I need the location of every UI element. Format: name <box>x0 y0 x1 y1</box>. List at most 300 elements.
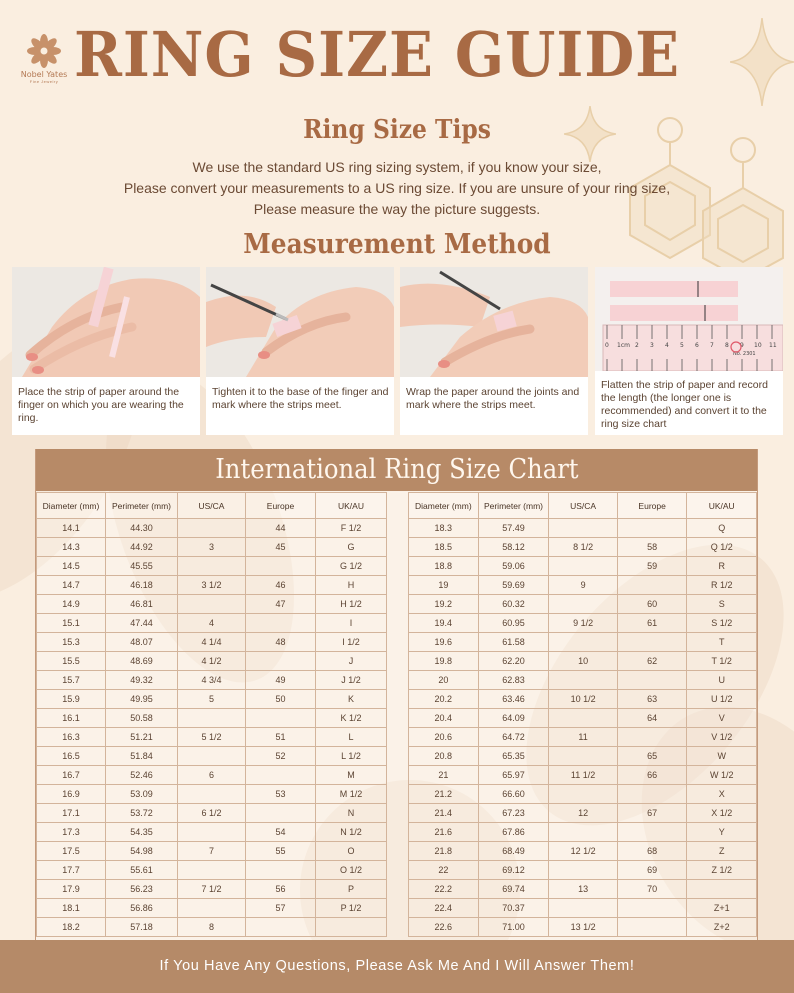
table-row <box>37 728 387 747</box>
table-cell: W 1/2 <box>687 766 757 785</box>
table-row <box>37 690 387 709</box>
step-photo-2 <box>206 267 394 377</box>
table-cell <box>246 557 316 576</box>
table-cell: 62.83 <box>478 671 549 690</box>
table-cell: 59.69 <box>478 576 549 595</box>
table-row <box>409 557 757 576</box>
table-cell: 67.86 <box>478 823 549 842</box>
table-cell: W <box>687 747 757 766</box>
table-cell: 64.09 <box>478 709 549 728</box>
table-cell: 16.1 <box>37 709 106 728</box>
table-cell: 7 <box>178 842 246 861</box>
method-title: Measurement Method <box>243 229 551 260</box>
table-cell: 19 <box>409 576 479 595</box>
table-cell: 67.23 <box>478 804 549 823</box>
table-cell: N 1/2 <box>316 823 387 842</box>
footer-text: If You Have Any Questions, Please Ask Me And I Will Answer Them! <box>159 958 635 974</box>
table-cell: 56.86 <box>106 899 178 918</box>
table-cell: 54.98 <box>106 842 178 861</box>
table-cell <box>549 823 618 842</box>
table-cell <box>246 766 316 785</box>
table-cell: 68 <box>617 842 687 861</box>
table-cell: 56 <box>246 880 316 899</box>
table-cell <box>178 519 246 538</box>
column-header: Diameter (mm) <box>37 493 106 519</box>
ruler-label: 11 <box>769 342 777 349</box>
table-row <box>409 785 757 804</box>
table-cell: 58.12 <box>478 538 549 557</box>
table-cell: X <box>687 785 757 804</box>
table-row <box>409 861 757 880</box>
hand-paper-strip-image <box>12 267 200 377</box>
table-cell: 46 <box>246 576 316 595</box>
table-cell: J 1/2 <box>316 671 387 690</box>
table-cell: 19.8 <box>409 652 479 671</box>
table-row <box>37 538 387 557</box>
tips-line: Please measure the way the picture suggests. <box>253 201 541 217</box>
table-cell: J <box>316 652 387 671</box>
table-cell: 17.9 <box>37 880 106 899</box>
table-cell: 58 <box>617 538 687 557</box>
table-cell: 48.69 <box>106 652 178 671</box>
table-cell: 19.2 <box>409 595 479 614</box>
table-cell <box>617 519 687 538</box>
step-card-1 <box>12 267 200 435</box>
column-header: Europe <box>617 493 687 519</box>
table-cell: Y <box>687 823 757 842</box>
table-cell: 18.2 <box>37 918 106 937</box>
step-photo-3 <box>400 267 588 377</box>
table-row <box>37 842 387 861</box>
table-cell: 10 1/2 <box>549 690 618 709</box>
table-cell: Z 1/2 <box>687 861 757 880</box>
table-cell <box>617 576 687 595</box>
table-row <box>409 595 757 614</box>
table-cell: 4 3/4 <box>178 671 246 690</box>
table-cell <box>549 557 618 576</box>
step-photo-4 <box>595 267 783 371</box>
table-cell: 63.46 <box>478 690 549 709</box>
column-header: US/CA <box>178 493 246 519</box>
table-cell: 21.6 <box>409 823 479 842</box>
table-cell: 15.5 <box>37 652 106 671</box>
table-cell: 53 <box>246 785 316 804</box>
table-cell: 18.3 <box>409 519 479 538</box>
table-cell: 5 1/2 <box>178 728 246 747</box>
ruler-label: 2 <box>635 342 639 349</box>
column-header: UK/AU <box>687 493 757 519</box>
footer-banner <box>0 940 794 993</box>
ruler-label: 3 <box>650 342 654 349</box>
table-cell: 49.95 <box>106 690 178 709</box>
table-cell: 14.3 <box>37 538 106 557</box>
table-cell: 20.4 <box>409 709 479 728</box>
table-cell: 54 <box>246 823 316 842</box>
table-row <box>37 747 387 766</box>
size-table-right <box>408 492 757 937</box>
table-cell: N <box>316 804 387 823</box>
table-row <box>409 899 757 918</box>
table-row <box>37 861 387 880</box>
step-caption-3: Wrap the paper around the joints and mark where the strips meet. <box>406 386 580 411</box>
table-cell <box>246 804 316 823</box>
table-cell <box>246 918 316 937</box>
table-cell: 54.35 <box>106 823 178 842</box>
step-caption-1: Place the strip of paper around the finger on which you are wearing the ring. <box>18 386 184 424</box>
table-cell: 59.06 <box>478 557 549 576</box>
table-cell <box>617 728 687 747</box>
table-row <box>409 690 757 709</box>
table-cell: G <box>316 538 387 557</box>
table-cell: 14.5 <box>37 557 106 576</box>
ruler-code: No. 2301 <box>733 351 756 357</box>
table-cell: 44.92 <box>106 538 178 557</box>
table-cell: 60.32 <box>478 595 549 614</box>
table-row <box>37 823 387 842</box>
table-cell: 4 1/2 <box>178 652 246 671</box>
table-cell: 61 <box>617 614 687 633</box>
table-cell: 55 <box>246 842 316 861</box>
table-cell <box>549 785 618 804</box>
table-cell <box>617 785 687 804</box>
table-cell: 22.4 <box>409 899 479 918</box>
table-cell: 46.18 <box>106 576 178 595</box>
table-cell: U 1/2 <box>687 690 757 709</box>
table-cell: R 1/2 <box>687 576 757 595</box>
table-cell: 46.81 <box>106 595 178 614</box>
table-cell: T 1/2 <box>687 652 757 671</box>
table-cell: 48 <box>246 633 316 652</box>
table-row <box>409 728 757 747</box>
table-cell <box>178 747 246 766</box>
table-cell: 57.18 <box>106 918 178 937</box>
table-cell: 57.49 <box>478 519 549 538</box>
table-cell: 16.5 <box>37 747 106 766</box>
step-card-4 <box>595 267 783 435</box>
table-cell: 17.1 <box>37 804 106 823</box>
table-cell <box>549 709 618 728</box>
table-cell: 50 <box>246 690 316 709</box>
table-cell: 66.60 <box>478 785 549 804</box>
table-cell <box>178 709 246 728</box>
table-row <box>409 614 757 633</box>
table-cell: 7 1/2 <box>178 880 246 899</box>
chart-title-bar <box>36 449 757 491</box>
table-cell: P 1/2 <box>316 899 387 918</box>
ruler-label: 4 <box>665 342 669 349</box>
table-cell: 21.2 <box>409 785 479 804</box>
table-row <box>409 709 757 728</box>
table-cell: Z <box>687 842 757 861</box>
table-row <box>37 899 387 918</box>
table-cell <box>246 861 316 880</box>
table-cell: 17.3 <box>37 823 106 842</box>
column-header: Diameter (mm) <box>409 493 479 519</box>
table-cell: 20.8 <box>409 747 479 766</box>
table-cell: O 1/2 <box>316 861 387 880</box>
table-cell: Z+2 <box>687 918 757 937</box>
table-cell: I 1/2 <box>316 633 387 652</box>
table-cell <box>246 652 316 671</box>
table-cell <box>617 899 687 918</box>
table-cell: 18.5 <box>409 538 479 557</box>
table-cell: 11 1/2 <box>549 766 618 785</box>
table-cell: 60 <box>617 595 687 614</box>
ruler-label: 0 <box>605 342 609 349</box>
table-cell: 9 <box>549 576 618 595</box>
table-cell: 69.74 <box>478 880 549 899</box>
table-cell: 51.21 <box>106 728 178 747</box>
table-cell: 50.58 <box>106 709 178 728</box>
table-cell <box>617 671 687 690</box>
table-cell: 47 <box>246 595 316 614</box>
table-cell: 3 1/2 <box>178 576 246 595</box>
table-cell: 64 <box>617 709 687 728</box>
table-cell: 69.12 <box>478 861 549 880</box>
ruler-label: 9 <box>740 342 744 349</box>
table-cell: H <box>316 576 387 595</box>
step-card-2 <box>206 267 394 435</box>
column-header: Perimeter (mm) <box>106 493 178 519</box>
table-cell: 66 <box>617 766 687 785</box>
table-cell: 4 <box>178 614 246 633</box>
table-cell: 5 <box>178 690 246 709</box>
table-cell: 18.1 <box>37 899 106 918</box>
table-cell: 19.6 <box>409 633 479 652</box>
ruler-label: 7 <box>710 342 714 349</box>
table-cell: I <box>316 614 387 633</box>
table-cell: 62 <box>617 652 687 671</box>
page-title: RING SIZE GUIDE <box>74 18 681 91</box>
table-cell <box>178 595 246 614</box>
table-cell: 56.23 <box>106 880 178 899</box>
table-cell: 53.72 <box>106 804 178 823</box>
table-cell: 17.5 <box>37 842 106 861</box>
table-cell: 70 <box>617 880 687 899</box>
table-cell: T <box>687 633 757 652</box>
table-cell: 14.7 <box>37 576 106 595</box>
table-cell <box>178 861 246 880</box>
table-cell: 4 1/4 <box>178 633 246 652</box>
table-cell: 52 <box>246 747 316 766</box>
table-cell: M <box>316 766 387 785</box>
table-row <box>37 804 387 823</box>
table-cell: G 1/2 <box>316 557 387 576</box>
table-cell <box>178 557 246 576</box>
table-cell: 44.30 <box>106 519 178 538</box>
table-cell: 44 <box>246 519 316 538</box>
ruler-label: 5 <box>680 342 684 349</box>
table-cell: 6 1/2 <box>178 804 246 823</box>
table-cell: H 1/2 <box>316 595 387 614</box>
table-cell <box>617 823 687 842</box>
table-cell: 65 <box>617 747 687 766</box>
table-cell: Q 1/2 <box>687 538 757 557</box>
table-row <box>409 804 757 823</box>
table-cell <box>246 709 316 728</box>
step-card-3 <box>400 267 588 435</box>
ruler-strip-image <box>595 267 783 371</box>
tips-title: Ring Size Tips <box>303 115 491 145</box>
table-cell: 60.95 <box>478 614 549 633</box>
table-cell: 8 <box>178 918 246 937</box>
table-cell: 15.3 <box>37 633 106 652</box>
table-row <box>409 880 757 899</box>
table-row <box>37 557 387 576</box>
column-header: US/CA <box>549 493 618 519</box>
table-cell: 53.09 <box>106 785 178 804</box>
table-row <box>409 842 757 861</box>
step-photo-1 <box>12 267 200 377</box>
table-cell: 12 1/2 <box>549 842 618 861</box>
table-cell: 6 <box>178 766 246 785</box>
tips-line: Please convert your measurements to a US ring size. If you are unsure of your ring size, <box>123 180 671 196</box>
table-cell: R <box>687 557 757 576</box>
table-cell: 55.61 <box>106 861 178 880</box>
table-cell: 49.32 <box>106 671 178 690</box>
table-cell: 16.3 <box>37 728 106 747</box>
table-row <box>37 671 387 690</box>
table-cell: 62.20 <box>478 652 549 671</box>
table-cell <box>549 899 618 918</box>
table-cell: 67 <box>617 804 687 823</box>
table-row <box>409 576 757 595</box>
table-cell: 16.7 <box>37 766 106 785</box>
table-cell: 45 <box>246 538 316 557</box>
table-row <box>37 576 387 595</box>
table-cell: 13 1/2 <box>549 918 618 937</box>
table-cell: X 1/2 <box>687 804 757 823</box>
table-cell: 10 <box>549 652 618 671</box>
table-cell: 15.9 <box>37 690 106 709</box>
table-row <box>37 709 387 728</box>
hand-marking-image <box>206 267 394 377</box>
table-row <box>409 918 757 937</box>
table-cell: 59 <box>617 557 687 576</box>
table-cell: 51 <box>246 728 316 747</box>
table-cell: 21 <box>409 766 479 785</box>
table-cell <box>549 633 618 652</box>
table-cell: S 1/2 <box>687 614 757 633</box>
table-cell: 3 <box>178 538 246 557</box>
flower-logo-icon <box>27 34 61 68</box>
column-header: Europe <box>246 493 316 519</box>
table-cell <box>549 519 618 538</box>
table-cell: 16.9 <box>37 785 106 804</box>
table-row <box>37 785 387 804</box>
table-cell <box>178 785 246 804</box>
table-cell: 63 <box>617 690 687 709</box>
table-cell: F 1/2 <box>316 519 387 538</box>
chart-title: International Ring Size Chart <box>214 454 579 485</box>
table-cell: 15.1 <box>37 614 106 633</box>
table-cell: L <box>316 728 387 747</box>
table-row <box>409 823 757 842</box>
table-row <box>37 766 387 785</box>
table-cell <box>549 747 618 766</box>
table-cell: 70.37 <box>478 899 549 918</box>
table-cell: V 1/2 <box>687 728 757 747</box>
ruler-label: 6 <box>695 342 699 349</box>
table-row <box>37 614 387 633</box>
table-cell: 22.6 <box>409 918 479 937</box>
table-cell: 51.84 <box>106 747 178 766</box>
table-cell: O <box>316 842 387 861</box>
table-cell: 17.7 <box>37 861 106 880</box>
step-caption-4: Flatten the strip of paper and record the length (the longer one is recommended) and convert it to the ring size chart <box>601 379 768 430</box>
table-cell: 68.49 <box>478 842 549 861</box>
ruler-label: 8 <box>725 342 729 349</box>
table-cell: 20.6 <box>409 728 479 747</box>
table-cell: L 1/2 <box>316 747 387 766</box>
table-cell <box>549 671 618 690</box>
table-row <box>409 633 757 652</box>
brand-tagline: Fine Jewelry <box>29 79 59 84</box>
table-row <box>37 918 387 937</box>
table-row <box>409 652 757 671</box>
table-cell: 69 <box>617 861 687 880</box>
table-row <box>409 519 757 538</box>
column-header: UK/AU <box>316 493 387 519</box>
table-cell <box>617 633 687 652</box>
table-row <box>409 538 757 557</box>
table-cell: 65.97 <box>478 766 549 785</box>
brand-name: Nobel Yates <box>20 70 68 79</box>
table-cell: 8 1/2 <box>549 538 618 557</box>
table-row <box>37 880 387 899</box>
table-cell: 22.2 <box>409 880 479 899</box>
table-cell: 65.35 <box>478 747 549 766</box>
table-cell: 47.44 <box>106 614 178 633</box>
table-cell <box>246 614 316 633</box>
table-cell <box>178 899 246 918</box>
table-cell: 52.46 <box>106 766 178 785</box>
table-cell: 71.00 <box>478 918 549 937</box>
table-cell: 64.72 <box>478 728 549 747</box>
table-row <box>409 766 757 785</box>
table-cell: 20 <box>409 671 479 690</box>
table-cell <box>687 880 757 899</box>
tips-text <box>0 157 794 220</box>
table-row <box>409 747 757 766</box>
table-cell: 20.2 <box>409 690 479 709</box>
table-cell: 48.07 <box>106 633 178 652</box>
table-cell: 18.8 <box>409 557 479 576</box>
table-cell: 14.1 <box>37 519 106 538</box>
size-table-left <box>36 492 387 937</box>
sparkle-icon <box>730 18 794 106</box>
table-row <box>37 633 387 652</box>
table-cell: K 1/2 <box>316 709 387 728</box>
table-cell <box>549 595 618 614</box>
table-cell: 13 <box>549 880 618 899</box>
table-row <box>37 519 387 538</box>
table-cell: K <box>316 690 387 709</box>
table-cell: 22 <box>409 861 479 880</box>
table-cell: Z+1 <box>687 899 757 918</box>
wrap-joint-image <box>400 267 588 377</box>
tips-line: We use the standard US ring sizing system, if you know your size, <box>192 159 602 175</box>
table-row <box>409 671 757 690</box>
table-cell <box>549 861 618 880</box>
table-cell: S <box>687 595 757 614</box>
table-cell: V <box>687 709 757 728</box>
table-cell: 14.9 <box>37 595 106 614</box>
table-cell <box>178 823 246 842</box>
brand-logo <box>14 34 74 84</box>
table-cell: 21.4 <box>409 804 479 823</box>
table-cell: 15.7 <box>37 671 106 690</box>
